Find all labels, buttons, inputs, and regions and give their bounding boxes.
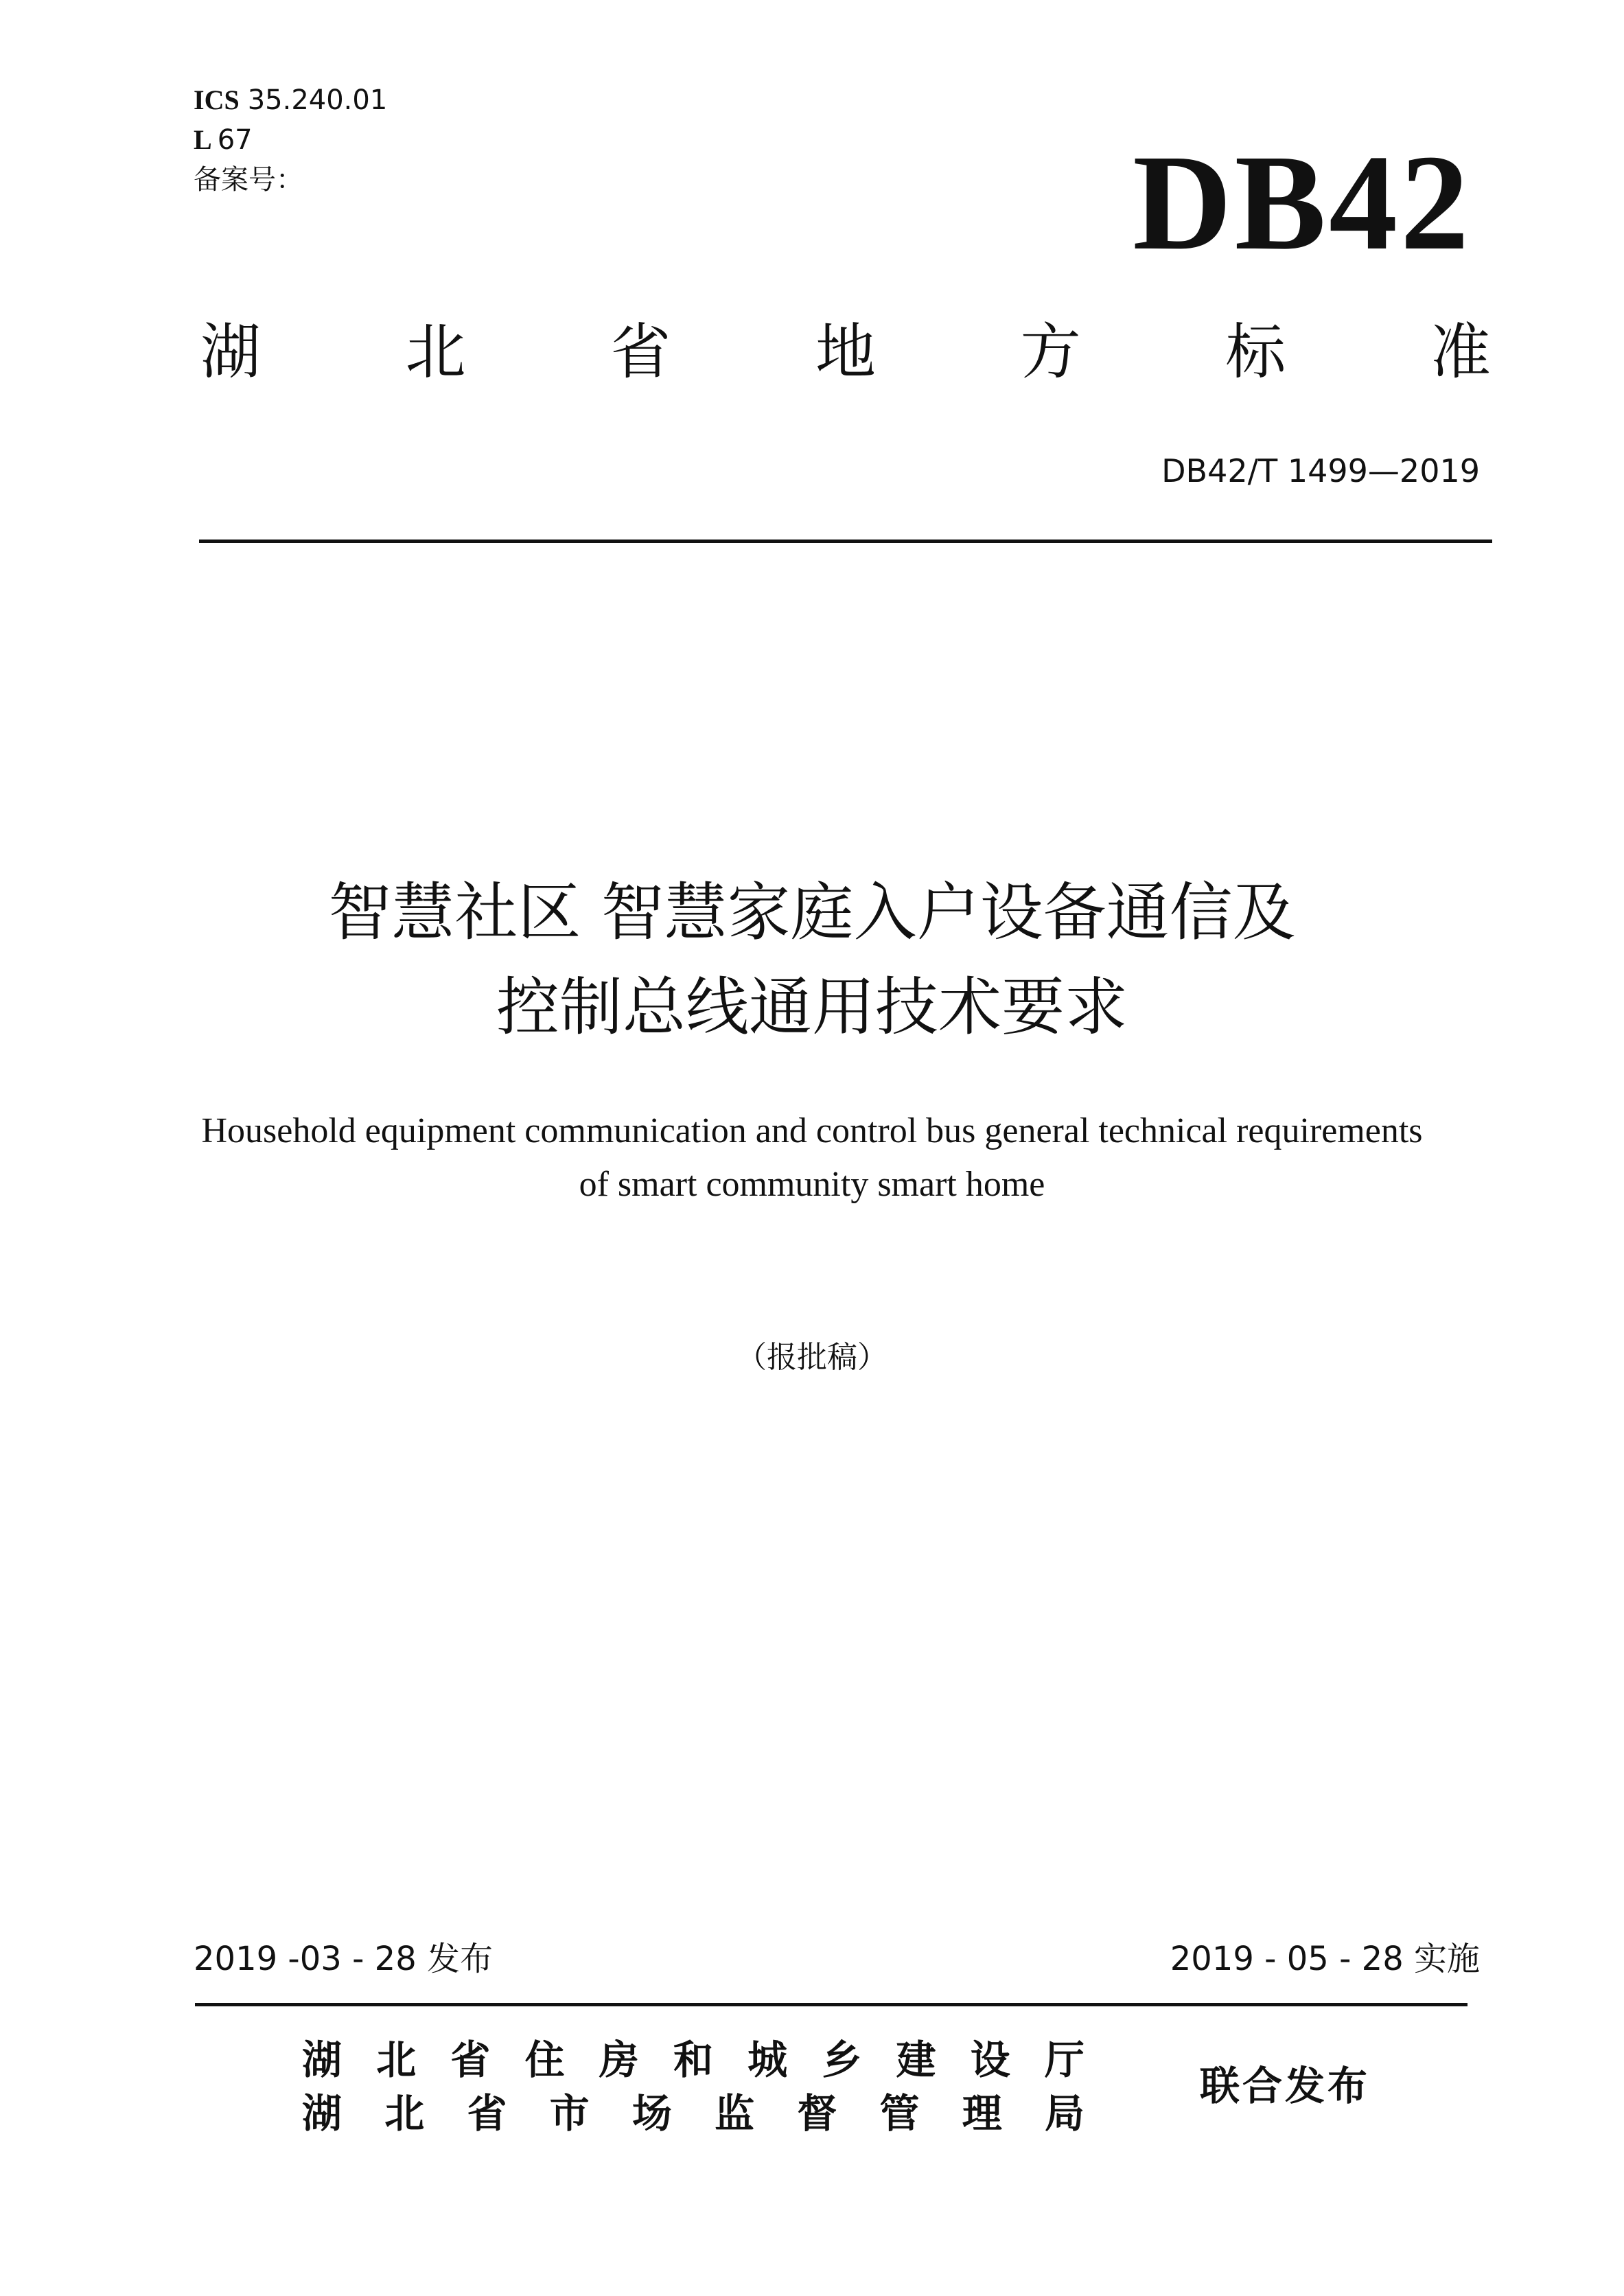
standard-type-char: 湖 xyxy=(200,316,262,387)
l-code xyxy=(194,124,253,156)
standard-number: DB42/T 1499—2019 xyxy=(1161,452,1480,489)
issuer-char: 理 xyxy=(962,2090,1002,2137)
joint-release: 联合发布 xyxy=(1200,2063,1371,2109)
issuer-char: 省 xyxy=(450,2037,491,2083)
header-rule xyxy=(199,540,1492,543)
issuer-char: 城 xyxy=(747,2037,788,2083)
title-en-line1: Household equipment communication and control bus general technical requirements xyxy=(201,1111,1423,1150)
ics-label: ICS xyxy=(194,84,240,115)
issuer-char: 房 xyxy=(599,2037,639,2083)
issuer-char: 场 xyxy=(631,2090,672,2137)
standard-type-char: 省 xyxy=(610,316,671,387)
ics-code xyxy=(194,84,387,117)
record-number xyxy=(194,163,303,196)
standard-type-char: 方 xyxy=(1020,316,1081,387)
issuer-char: 北 xyxy=(376,2037,417,2083)
issuer-line-1 xyxy=(302,2033,1084,2087)
record-label: 备案号： xyxy=(194,164,303,196)
issuer-char: 湖 xyxy=(302,2037,343,2083)
issuing-authorities xyxy=(302,2033,1084,2140)
draft-note: （报批稿） xyxy=(736,1340,888,1375)
issuer-line-2 xyxy=(302,2087,1084,2140)
standard-type xyxy=(200,314,1491,390)
standard-type-char: 北 xyxy=(405,316,466,387)
l-label: L xyxy=(194,124,212,155)
issuer-char: 建 xyxy=(896,2037,936,2083)
issuer-char: 住 xyxy=(524,2037,565,2083)
release-date: 2019 -03 - 28 发布 xyxy=(194,1940,493,1978)
issuer-char: 乡 xyxy=(822,2037,862,2083)
issuer-char: 和 xyxy=(673,2037,713,2083)
issuer-char: 市 xyxy=(549,2090,590,2137)
standard-mark: DB42 xyxy=(1133,127,1472,279)
issuer-char: 厅 xyxy=(1044,2037,1084,2083)
title-zh-line2: 控制总线通用技术要求 xyxy=(496,971,1128,1044)
issuer-char: 局 xyxy=(1044,2090,1084,2137)
issuer-char: 设 xyxy=(970,2037,1010,2083)
issuer-char: 湖 xyxy=(302,2090,343,2137)
issuer-char: 督 xyxy=(797,2090,837,2137)
issuer-char: 监 xyxy=(715,2090,755,2137)
ics-value: 35.240.01 xyxy=(247,84,388,116)
title-en-line2: of smart community smart home xyxy=(579,1165,1045,1204)
standard-type-char: 地 xyxy=(815,316,876,387)
title-zh-line1: 智慧社区 智慧家庭入户设备通信及 xyxy=(328,876,1296,949)
issuer-char: 管 xyxy=(879,2090,920,2137)
l-value: 67 xyxy=(217,124,253,156)
footer-rule xyxy=(195,2003,1468,2006)
standard-type-char: 准 xyxy=(1430,316,1491,387)
issuer-char: 省 xyxy=(467,2090,507,2137)
standard-type-char: 标 xyxy=(1225,316,1286,387)
implement-date: 2019 - 05 - 28 实施 xyxy=(1170,1940,1480,1978)
issuer-char: 北 xyxy=(384,2090,425,2137)
